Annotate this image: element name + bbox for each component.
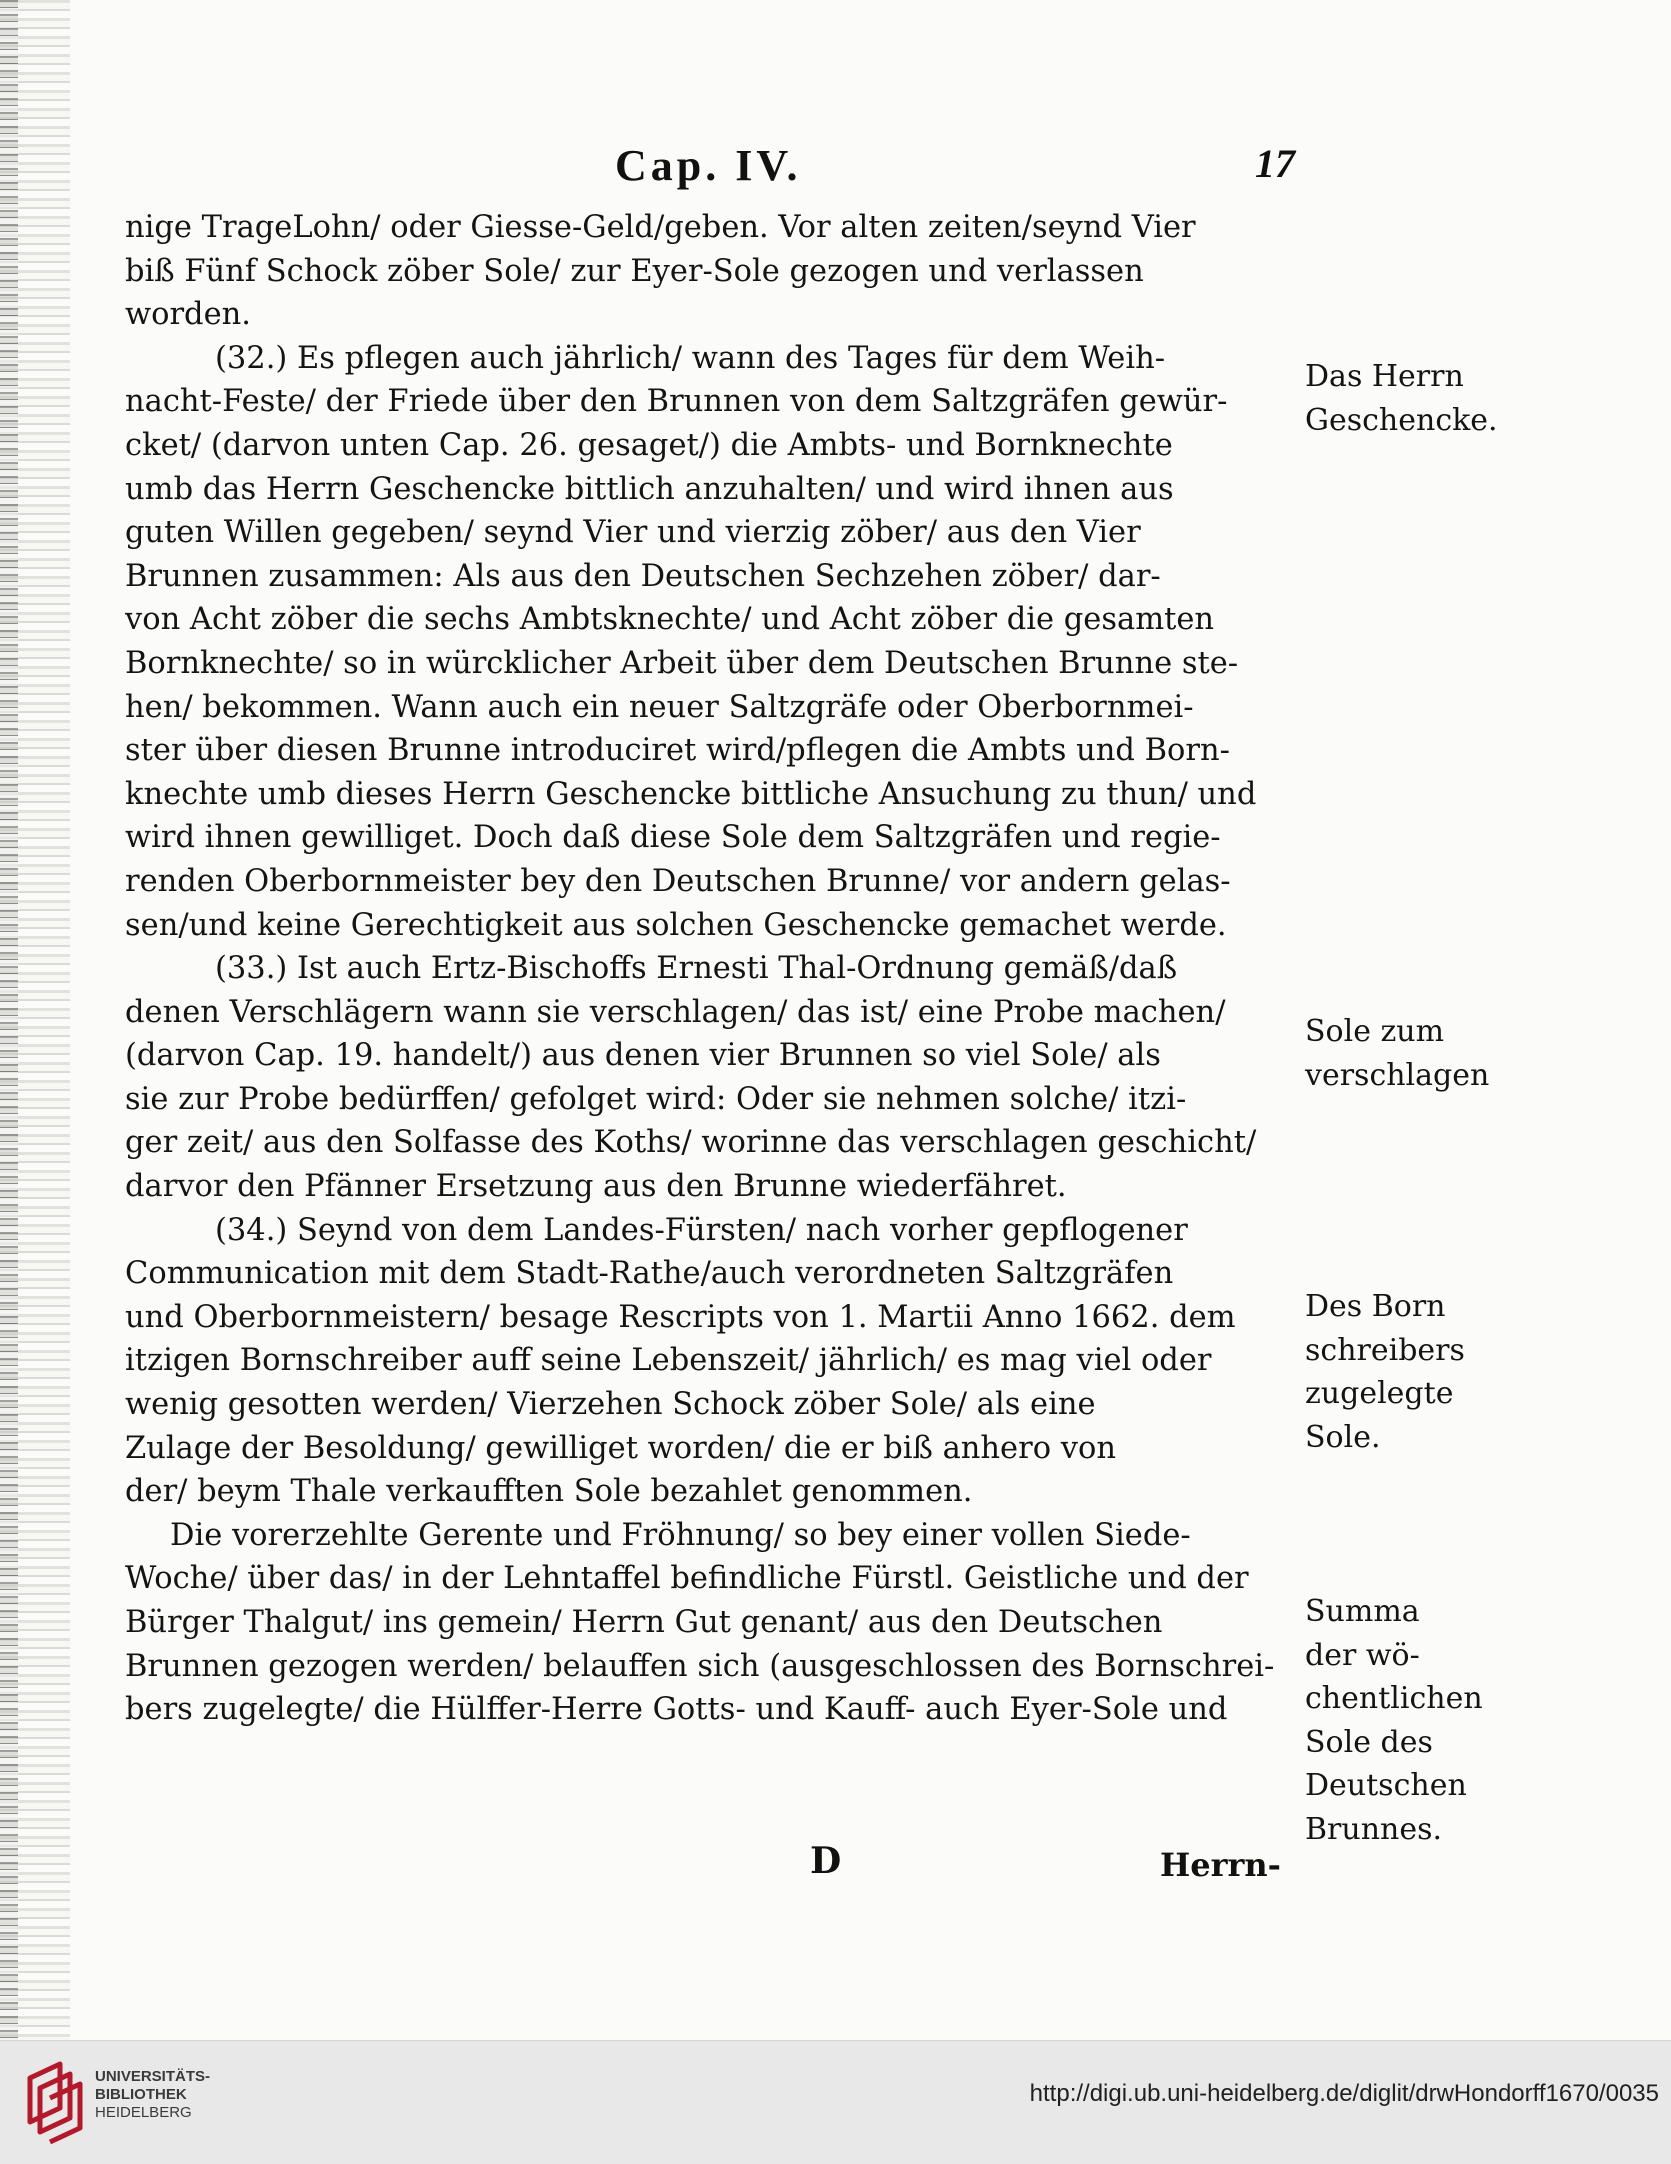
margin-note	[1305, 355, 1525, 442]
text-line: knechte umb dieses Herrn Geschencke bittliche Ansuchung zu thun/ und	[125, 776, 1257, 812]
text-line: Brunnen zusammen: Als aus den Deutschen Sechzehen zöber/ dar-	[125, 558, 1161, 594]
margin-note-line: schreibers	[1305, 1332, 1465, 1368]
text-line: Woche/ über das/ in der Lehntaffel befindliche Fürstl. Geistliche und der	[125, 1561, 1249, 1597]
text-line: und Oberbornmeistern/ besage Rescripts von 1. Martii Anno 1662. dem	[125, 1299, 1236, 1335]
margin-note-line: Deutschen	[1305, 1768, 1467, 1804]
text-line: Brunnen gezogen werden/ belauffen sich (ausgeschlossen des Bornschrei-	[125, 1648, 1275, 1684]
text-line: (darvon Cap. 19. handelt/) aus denen vier Brunnen so viel Sole/ als	[125, 1038, 1161, 1074]
library-name-line: HEIDELBERG	[95, 2104, 192, 2121]
text-line: hen/ bekommen. Wann auch ein neuer Saltzgräfe oder Oberbornmei-	[125, 689, 1194, 725]
text-line: darvor den Pfänner Ersetzung aus den Brunne wiederfähret.	[125, 1169, 1067, 1205]
margin-note-line: Sole zum	[1305, 1014, 1445, 1049]
text-line: nige TrageLohn/ oder Giesse-Geld/geben. Vor alten zeiten/seynd Vier	[125, 210, 1196, 245]
margin-note-line: verschlagen	[1305, 1057, 1490, 1093]
text-line: wird ihnen gewilliget. Doch daß diese Sole dem Saltzgräfen und regie-	[125, 820, 1221, 856]
university-library-logo-icon	[20, 2058, 100, 2144]
text-line: Bürger Thalgut/ ins gemein/ Herrn Gut genant/ aus den Deutschen	[125, 1605, 1163, 1640]
library-name-line: BIBLIOTHEK	[95, 2086, 187, 2103]
text-line: itzigen Bornschreiber auff seine Lebenszeit/ jährlich/ es mag viel oder	[125, 1343, 1212, 1379]
text-line: sie zur Probe bedürffen/ gefolget wird: Oder sie nehmen solche/ itzi-	[125, 1081, 1187, 1117]
margin-note-line: Geschencke.	[1305, 402, 1498, 438]
margin-note-line: zugelegte	[1305, 1376, 1454, 1412]
text-line: worden.	[125, 297, 251, 333]
text-line: Communication mit dem Stadt-Rathe/auch verordneten Saltzgräfen	[125, 1256, 1174, 1292]
text-line: Zulage der Besoldung/ gewilliget worden/ die er biß anhero von	[125, 1430, 1116, 1466]
catchword: Herrn-	[1160, 1846, 1281, 1884]
margin-note-line: Das Herrn	[1305, 359, 1464, 394]
text-line: denen Verschlägern wann sie verschlagen/ das ist/ eine Probe machen/	[125, 994, 1226, 1030]
margin-note	[1305, 1590, 1525, 1852]
chapter-heading: Cap. IV.	[615, 141, 802, 190]
text-line: bers zugelegte/ die Hülffer-Herre Gotts- und Kauff- auch Eyer-Sole und	[125, 1692, 1228, 1728]
page-edge-dark	[0, 0, 18, 2040]
signature-mark: D	[810, 1840, 842, 1882]
text-line: (32.) Es pflegen auch jährlich/ wann des Tages für dem Weih-	[215, 340, 1166, 376]
margin-note-line: Sole.	[1305, 1419, 1381, 1455]
text-line: cket/ (darvon unten Cap. 26. gesaget/) die Ambts- und Bornknechte	[125, 427, 1173, 463]
text-line: sen/und keine Gerechtigkeit aus solchen Geschencke gemachet werde.	[125, 907, 1227, 943]
page-number: 17	[1255, 141, 1295, 186]
text-line: ger zeit/ aus den Solfasse des Koths/ worinne das verschlagen geschicht/	[125, 1125, 1257, 1161]
text-line: (34.) Seynd von dem Landes-Fürsten/ nach vorher gepflogener	[215, 1212, 1188, 1248]
library-name-line: UNIVERSITÄTS-	[95, 2068, 211, 2085]
text-line: der/ beym Thale verkaufften Sole bezahlet genommen.	[125, 1474, 973, 1510]
main-text-block	[125, 206, 1295, 1732]
text-line: Die vorerzehlte Gerente und Fröhnung/ so bey einer vollen Siede-	[170, 1517, 1191, 1553]
margin-note	[1305, 1285, 1525, 1459]
text-line: (33.) Ist auch Ertz-Bischoffs Ernesti Thal-Ordnung gemäß/daß	[215, 951, 1178, 987]
margin-note-line: Des Born	[1305, 1289, 1446, 1324]
text-line: ster über diesen Brunne introduciret wird/pflegen die Ambts und Born-	[125, 733, 1230, 769]
margin-note-line: der wö-	[1305, 1637, 1420, 1673]
permalink-url[interactable]: http://digi.ub.uni-heidelberg.de/diglit/drwHondorff1670/0035	[1029, 2080, 1659, 2107]
text-line: umb das Herrn Geschencke bittlich anzuhalten/ und wird ihnen aus	[125, 471, 1174, 507]
margin-note	[1305, 1010, 1525, 1097]
margin-note-line: chentlichen	[1305, 1681, 1483, 1717]
text-line: nacht-Feste/ der Friede über den Brunnen von dem Saltzgräfen gewür-	[125, 384, 1228, 420]
text-line: von Acht zöber die sechs Ambtsknechte/ und Acht zöber die gesamten	[125, 602, 1215, 638]
text-line: biß Fünf Schock zöber Sole/ zur Eyer-Sole gezogen und verlassen	[125, 253, 1144, 289]
running-head	[125, 140, 1295, 195]
margin-note-line: Brunnes.	[1305, 1811, 1443, 1847]
library-name	[95, 2068, 210, 2122]
text-line: Bornknechte/ so in würcklicher Arbeit über dem Deutschen Brunne ste-	[125, 645, 1239, 681]
margin-note-line: Summa	[1305, 1594, 1420, 1629]
text-line: wenig gesotten werden/ Vierzehen Schock zöber Sole/ als eine	[125, 1387, 1096, 1423]
margin-note-line: Sole des	[1305, 1724, 1433, 1760]
text-line: guten Willen gegeben/ seynd Vier und vierzig zöber/ aus den Vier	[125, 515, 1141, 551]
text-line: renden Oberbornmeister bey den Deutschen Brunne/ vor andern gelas-	[125, 863, 1231, 899]
